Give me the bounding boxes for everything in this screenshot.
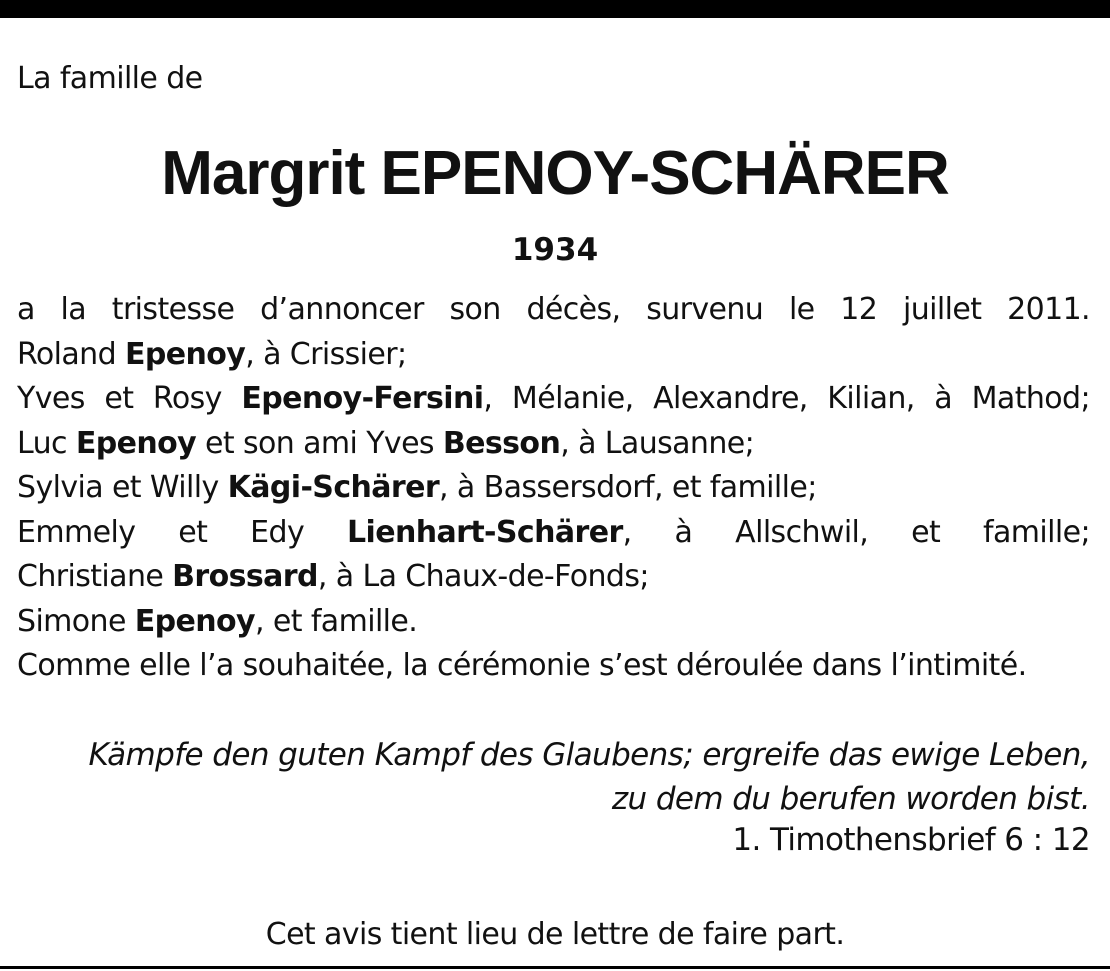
quote-reference: 1. Timothensbrief 6 : 12 xyxy=(732,822,1090,858)
mourner-surname: Epenoy-Fersini xyxy=(241,381,484,416)
mourner-text: , Mélanie, Alexandre, Kilian, à Mathod; xyxy=(483,381,1090,416)
intro-text: La famille de xyxy=(17,61,203,96)
mourner-text: et son ami Yves xyxy=(196,425,443,461)
quote-line: Kämpfe den guten Kampf des Glaubens; ergreife das ewige Leben, xyxy=(88,737,1090,773)
birth-year: 1934 xyxy=(511,232,599,268)
mourner-line xyxy=(17,600,1090,645)
mourner-line xyxy=(17,333,1090,378)
mourner-surname: Brossard xyxy=(172,559,318,594)
mourner-text: , à La Chaux-de-Fonds; xyxy=(317,559,649,594)
mourner-line xyxy=(17,511,1090,556)
mourner-text: , à Allschwil, et famille; xyxy=(622,514,1090,550)
mourner-line xyxy=(17,422,1090,467)
notice-body xyxy=(17,288,1090,689)
mourner-text: Simone xyxy=(17,603,135,639)
bottom-border-rule xyxy=(0,966,1110,969)
mourner-text: Luc xyxy=(17,425,76,461)
mourner-surname: Kägi-Schärer xyxy=(227,470,440,505)
mourner-text: , à Lausanne; xyxy=(560,425,755,461)
mourner-text: , à Bassersdorf, et famille; xyxy=(439,470,817,505)
deceased-name: Margrit EPENOY-SCHÄRER xyxy=(161,139,949,208)
mourner-surname: Lienhart-Schärer xyxy=(347,514,623,550)
mourner-text: , et famille. xyxy=(255,603,418,639)
mourner-text: Emmely et Edy xyxy=(17,514,348,550)
mourner-surname: Besson xyxy=(442,425,561,461)
mourner-text: , à Crissier; xyxy=(245,336,407,372)
mourner-surname: Epenoy xyxy=(124,336,246,372)
mourner-line xyxy=(17,377,1090,422)
mourner-surname: Epenoy xyxy=(134,603,256,639)
mourner-text: Sylvia et Willy xyxy=(17,470,228,505)
mourner-surname: Epenoy xyxy=(75,425,197,461)
announcement-line: a la tristesse d’annoncer son décès, survenu le 12 juillet 2011. xyxy=(17,292,1090,327)
mourner-text: Christiane xyxy=(17,559,173,594)
ceremony-line: Comme elle l’a souhaitée, la cérémonie s’est déroulée dans l’intimité. xyxy=(17,648,1027,683)
mourner-line xyxy=(17,555,1090,600)
mourner-text: Roland xyxy=(17,336,125,372)
mourner-line xyxy=(17,466,1090,511)
top-border-rule xyxy=(0,0,1110,18)
mourner-text: Yves et Rosy xyxy=(17,381,242,416)
footer-note: Cet avis tient lieu de lettre de faire part. xyxy=(265,917,845,952)
bible-quote xyxy=(10,733,1090,821)
quote-line: zu dem du berufen worden bist. xyxy=(611,781,1090,817)
